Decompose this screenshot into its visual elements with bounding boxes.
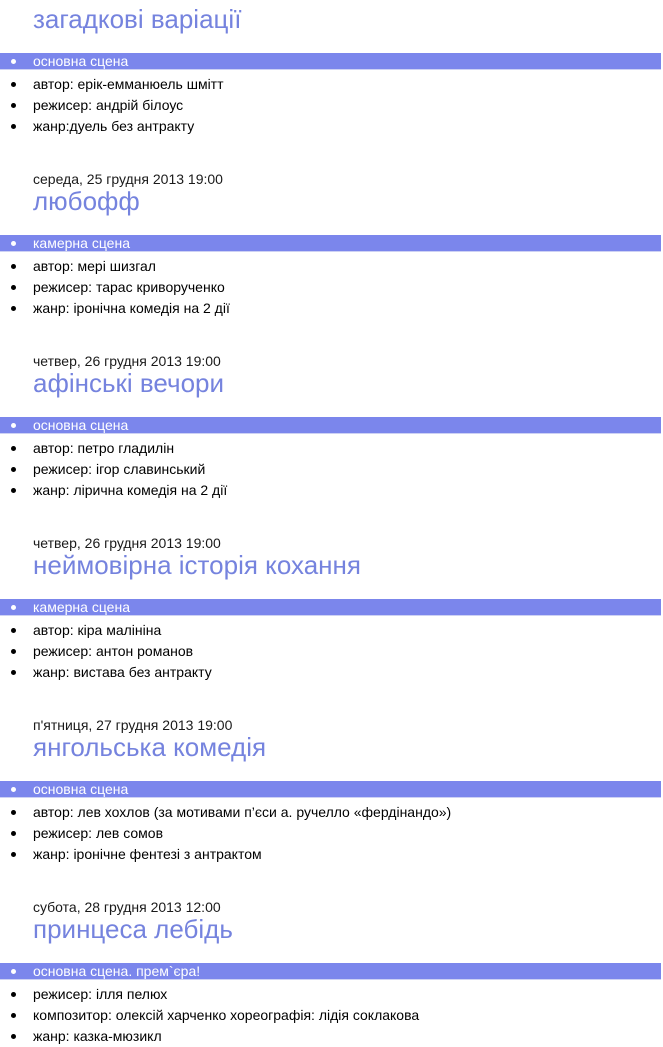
- show-detail-item: режисер: лев сомов: [0, 823, 663, 844]
- show-detail-item: композитор: олексій харченко хореографія: лідія соклакова: [0, 1005, 663, 1026]
- show-entry: [0, 898, 663, 1047]
- show-entry: [0, 170, 663, 319]
- show-title-link[interactable]: любофф: [33, 186, 140, 216]
- show-detail-item: жанр: іронічна комедія на 2 дії: [0, 298, 663, 319]
- show-properties-list: [0, 599, 663, 683]
- show-detail-item: автор: лев хохлов (за мотивами п’єси а. ручелло «фердінандо»): [0, 802, 663, 823]
- show-datetime: середа, 25 грудня 2013 19:00: [33, 171, 223, 187]
- show-entry: [0, 352, 663, 501]
- stage-banner: основна сцена. прем`єра!: [0, 963, 661, 980]
- show-detail-item: режисер: ігор славинський: [0, 459, 663, 480]
- show-title-link[interactable]: принцеса лебідь: [33, 914, 233, 944]
- stage-banner: камерна сцена: [0, 235, 661, 252]
- show-detail-item: режисер: андрій білоус: [0, 95, 663, 116]
- show-datetime: субота, 28 грудня 2013 12:00: [33, 899, 221, 915]
- stage-banner: камерна сцена: [0, 599, 661, 616]
- show-properties-list: [0, 963, 663, 1047]
- show-detail-item: жанр:дуель без антракту: [0, 116, 663, 137]
- show-detail-item: режисер: ілля пелюх: [0, 984, 663, 1005]
- show-detail-item: режисер: тарас криворученко: [0, 277, 663, 298]
- show-datetime: четвер, 26 грудня 2013 19:00: [33, 535, 221, 551]
- show-datetime: четвер, 26 грудня 2013 19:00: [33, 353, 221, 369]
- show-title-link[interactable]: янгольська комедія: [33, 732, 267, 762]
- show-properties-list: [0, 781, 663, 865]
- show-properties-list: [0, 53, 663, 137]
- stage-banner: основна сцена: [0, 417, 661, 434]
- show-detail-item: режисер: антон романов: [0, 641, 663, 662]
- show-properties-list: [0, 235, 663, 319]
- show-entry: [0, 716, 663, 865]
- stage-banner: основна сцена: [0, 53, 661, 70]
- show-detail-item: автор: кіра малініна: [0, 620, 663, 641]
- show-detail-item: автор: петро гладилін: [0, 438, 663, 459]
- show-detail-item: жанр: лірична комедія на 2 дії: [0, 480, 663, 501]
- show-detail-item: жанр: казка-мюзикл: [0, 1026, 663, 1047]
- stage-banner: основна сцена: [0, 781, 661, 798]
- show-title-link[interactable]: неймовірна історія кохання: [33, 550, 361, 580]
- show-entry: [0, 6, 663, 137]
- show-entry: [0, 534, 663, 683]
- show-detail-item: автор: мері шизгал: [0, 256, 663, 277]
- show-datetime: п'ятниця, 27 грудня 2013 19:00: [33, 717, 233, 733]
- show-properties-list: [0, 417, 663, 501]
- show-title-link[interactable]: загадкові варіації: [33, 4, 242, 34]
- show-detail-item: жанр: іронічне фентезі з антрактом: [0, 844, 663, 865]
- show-detail-item: автор: ерік-емманюель шмітт: [0, 74, 663, 95]
- show-detail-item: жанр: вистава без антракту: [0, 662, 663, 683]
- show-title-link[interactable]: афінські вечори: [33, 368, 225, 398]
